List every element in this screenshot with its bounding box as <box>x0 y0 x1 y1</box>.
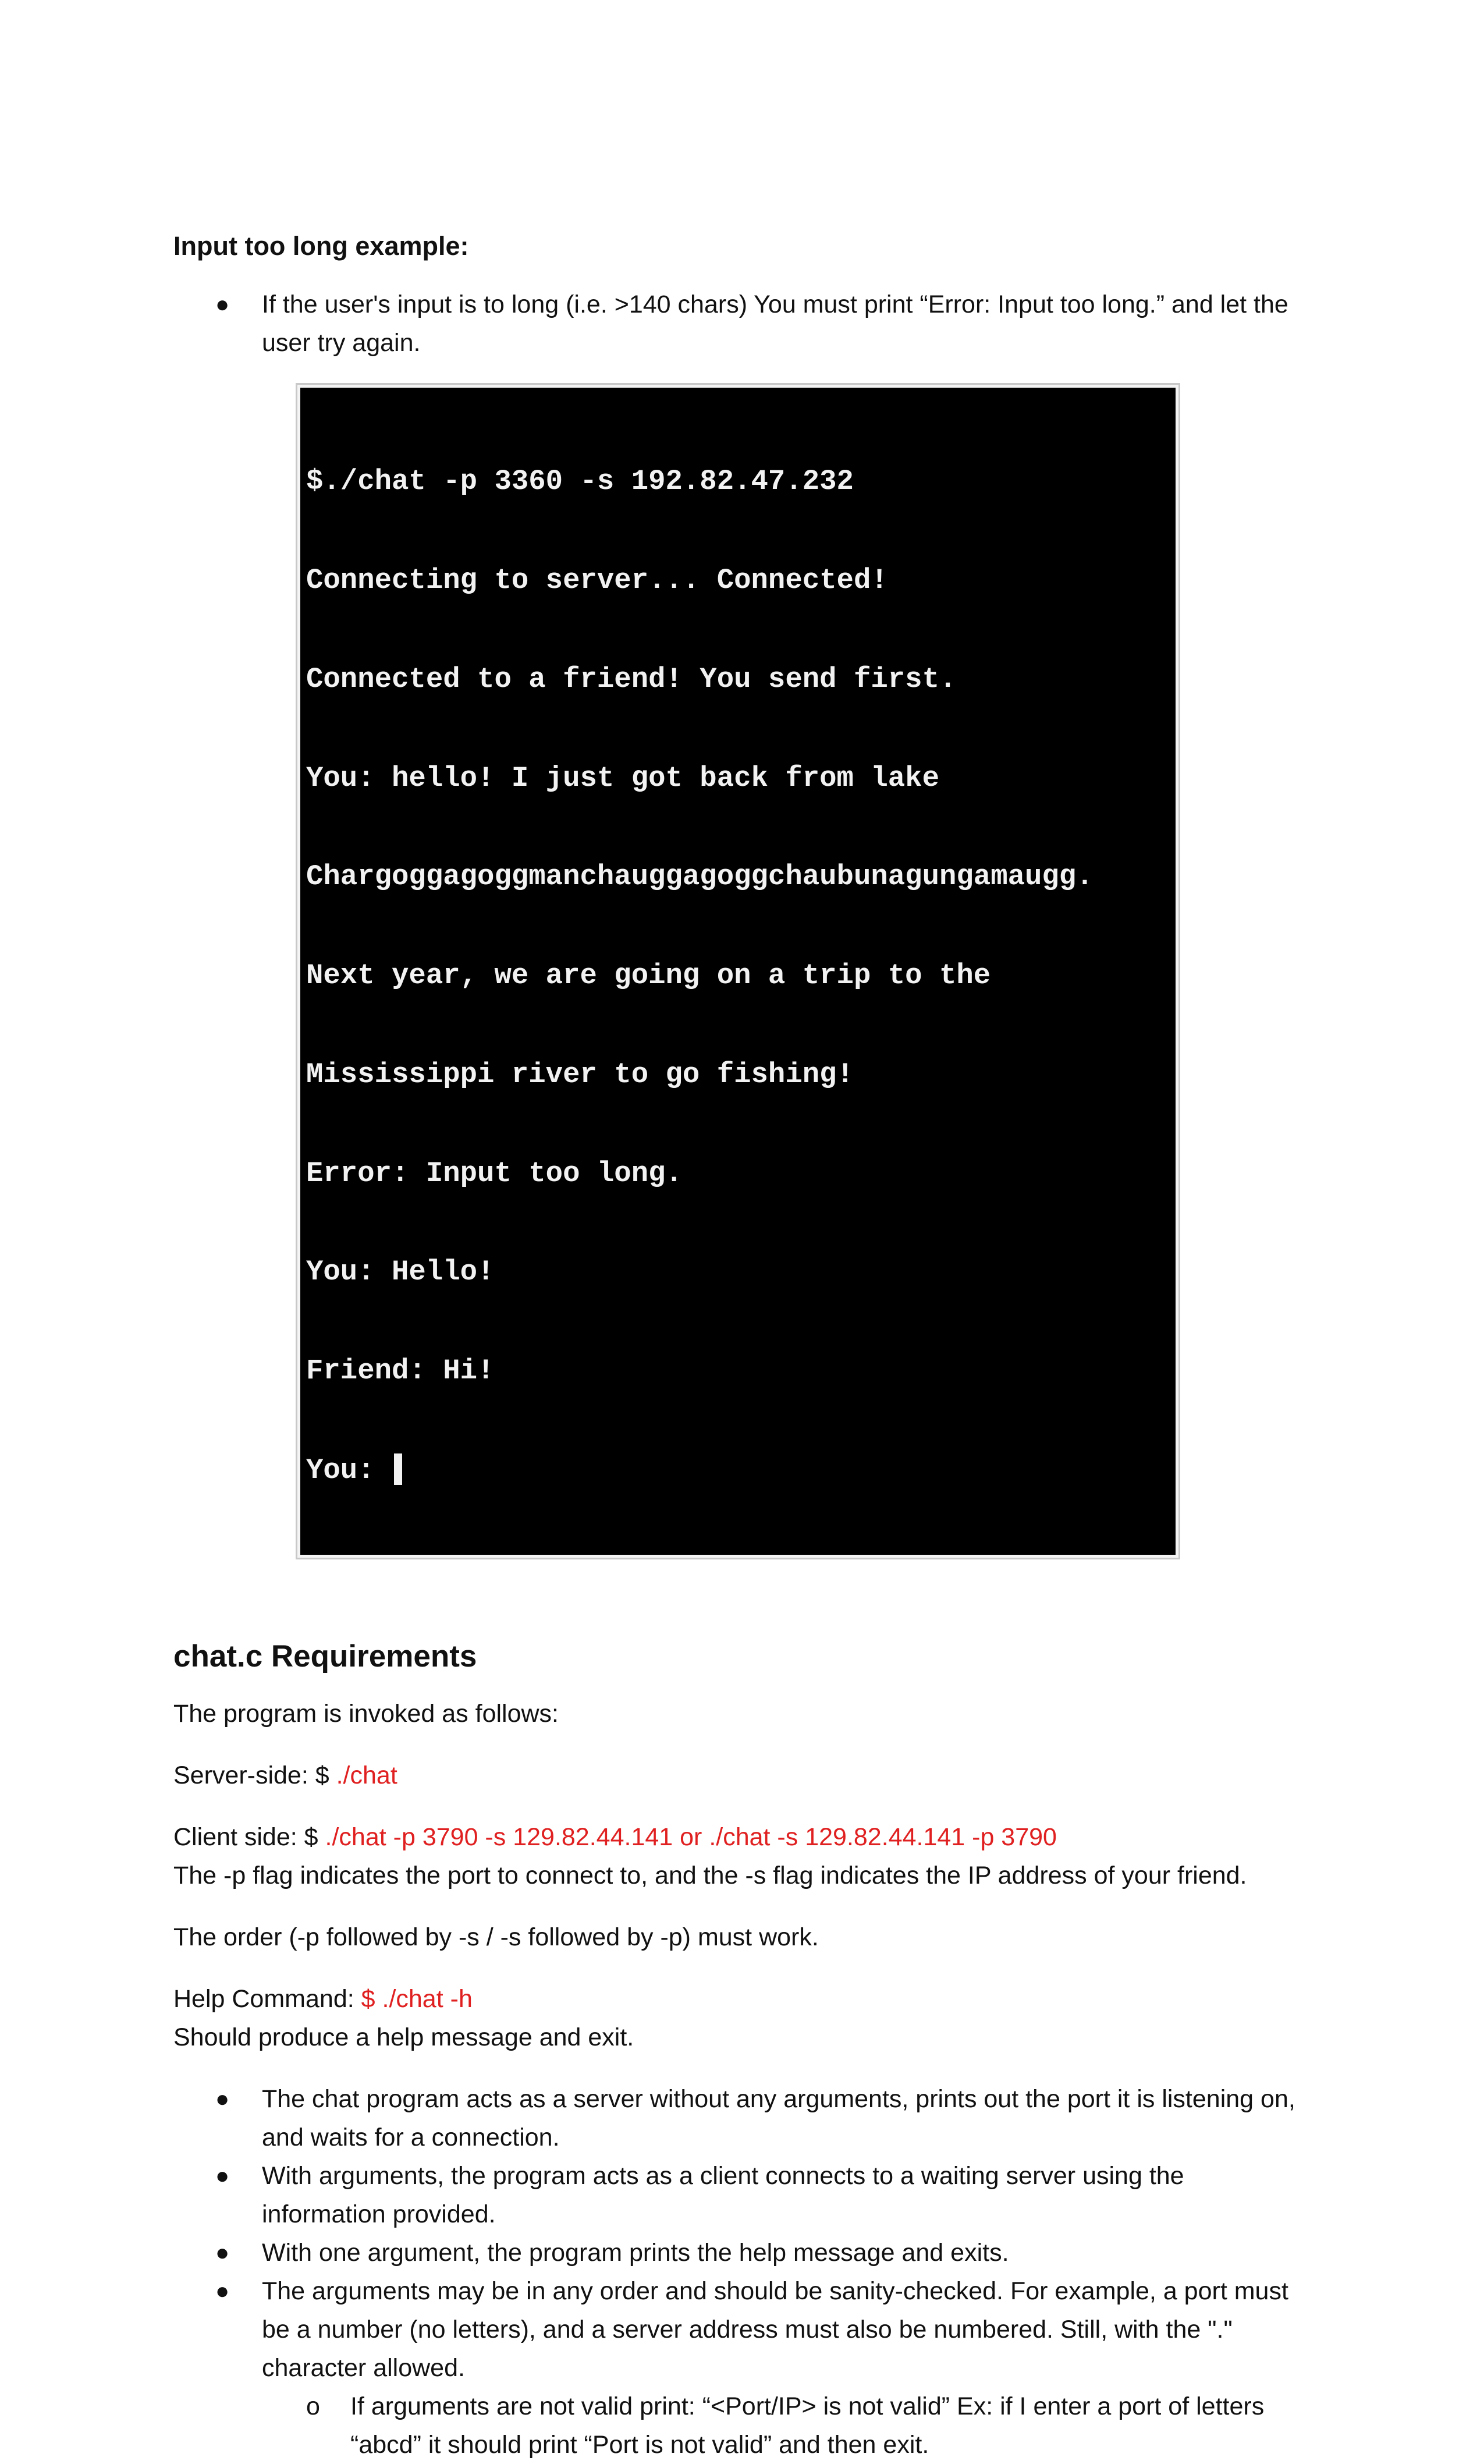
client-side-label: Client side: $ <box>173 1823 325 1851</box>
bullet-icon: ● <box>215 292 230 317</box>
terminal-line: Connecting to server... Connected! <box>306 563 888 597</box>
help-command-line <box>173 1980 1314 2018</box>
bullet-icon: ● <box>215 2162 230 2189</box>
cursor-icon <box>394 1453 402 1485</box>
invoked-text: The program is invoked as follows: <box>173 1699 559 1728</box>
flags-description: The -p flag indicates the port to connect to, and the -s flag indicates the IP address of your friend. <box>173 1861 1247 1889</box>
input-too-long-list <box>173 285 1314 362</box>
terminal-line: Mississippi river to go fishing! <box>306 1058 854 1091</box>
order-note: The order (-p followed by -s / -s followed by -p) must work. <box>173 1923 819 1951</box>
terminal-line: Next year, we are going on a trip to the <box>306 959 991 992</box>
section-heading-requirements: chat.c Requirements <box>173 1639 477 1674</box>
terminal-prompt-line <box>306 1453 1171 1487</box>
server-side-line <box>173 1756 1314 1795</box>
list-item <box>173 2157 1314 2233</box>
terminal-screenshot <box>296 383 1180 1559</box>
terminal-line: $./chat -p 3360 -s 192.82.47.232 <box>306 465 854 498</box>
help-command: $ ./chat -h <box>361 1984 473 2013</box>
client-side-command: ./chat -p 3790 -s 129.82.44.141 or ./chat -s 129.82.44.141 -p 3790 <box>325 1823 1057 1851</box>
bullet-text: With arguments, the program acts as a client connects to a waiting server using the information provided. <box>262 2161 1184 2228</box>
terminal-line: Chargoggagoggmanchauggagoggchaubunagungamaugg. <box>306 860 1094 894</box>
sub-bullet-text: If arguments are not valid print: “<Port/IP> is not valid” Ex: if I enter a port of letters “abcd” it should print “Port is not valid” and then exit. <box>350 2392 1265 2459</box>
help-description: Should produce a help message and exit. <box>173 2023 634 2051</box>
server-side-command: ./chat <box>336 1761 397 1789</box>
bullet-text: If the user's input is to long (i.e. >140 chars) You must print “Error: Input too long.” and let the user try again. <box>262 290 1288 357</box>
client-side-line <box>173 1818 1314 1856</box>
document-page <box>173 227 1314 2464</box>
help-command-label: Help Command: <box>173 1984 361 2013</box>
bullet-text: The arguments may be in any order and should be sanity-checked. For example, a port must be a number (no letters), and a server address must also be numbered. Still, with the "." character allowed. <box>262 2277 1288 2382</box>
sub-list <box>262 2387 1314 2464</box>
bullet-icon: ● <box>215 2239 230 2266</box>
list-item <box>173 2233 1314 2272</box>
bullet-icon: ● <box>215 2278 230 2304</box>
bullet-text: The chat program acts as a server without any arguments, prints out the port it is listening on, and waits for a connection. <box>262 2084 1295 2151</box>
terminal-line: Connected to a friend! You send first. <box>306 662 957 696</box>
section-heading-input-too-long: Input too long example: <box>173 231 469 261</box>
server-side-label: Server-side: $ <box>173 1761 336 1789</box>
terminal-line: Error: Input too long. <box>306 1157 683 1190</box>
bullet-icon: ● <box>215 2086 230 2112</box>
list-item <box>173 2080 1314 2157</box>
terminal-line: You: Hello! <box>306 1256 495 1289</box>
terminal-line: Friend: Hi! <box>306 1355 495 1388</box>
hollow-bullet-icon: o <box>306 2392 320 2420</box>
requirements-list <box>173 2080 1314 2464</box>
list-item <box>173 2272 1314 2464</box>
terminal-prompt: You: <box>306 1454 392 1487</box>
sub-list-item <box>262 2387 1314 2464</box>
list-item <box>173 285 1314 362</box>
terminal-line: You: hello! I just got back from lake <box>306 761 939 795</box>
terminal-output <box>300 388 1176 1555</box>
bullet-text: With one argument, the program prints the help message and exits. <box>262 2238 1009 2267</box>
